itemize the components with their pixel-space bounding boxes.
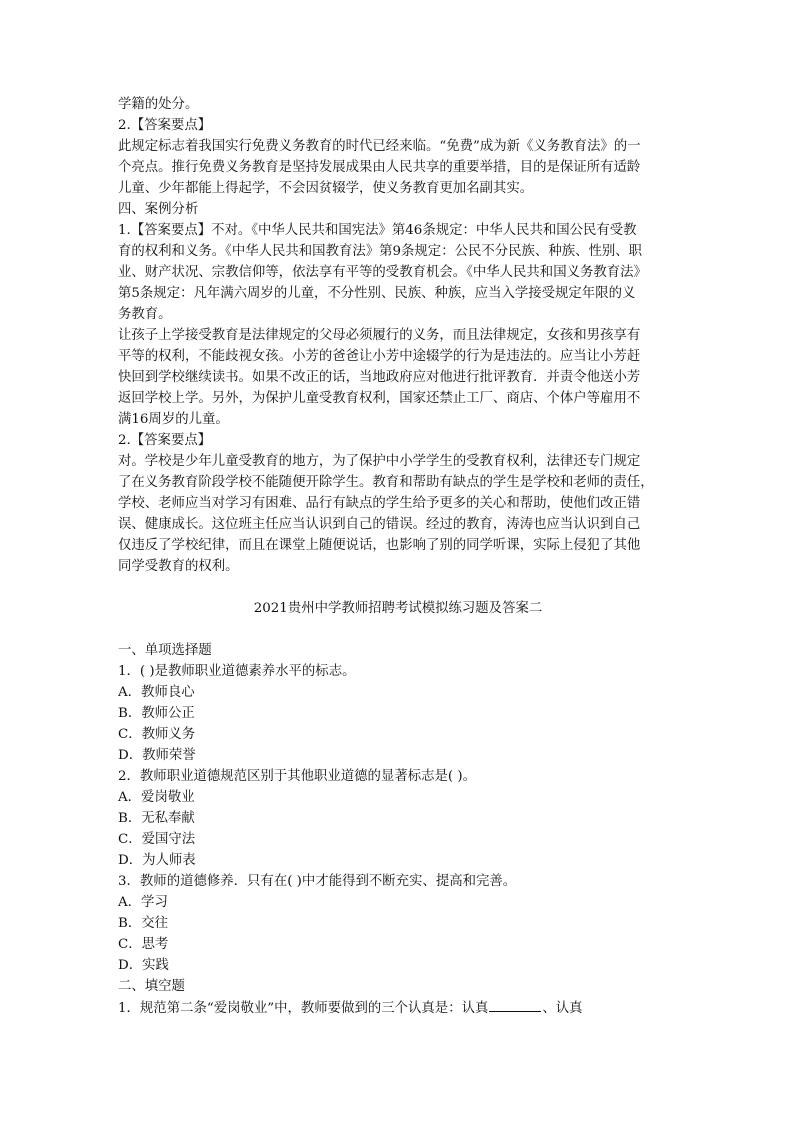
text-line: 误、健康成长。这位班主任应当认识到自己的错误。经过的教育，涛涛也应当认识到自己 (118, 517, 641, 532)
text-line: 此规定标志着我国实行免费义务教育的时代已经来临。“免费”成为新《义务教育法》的一 (118, 139, 641, 154)
question-option: D．实践 (118, 958, 169, 973)
fill-blank-question (118, 997, 678, 1018)
text-line: 四、案例分析 (118, 202, 199, 217)
text-line: 学校、老师应当对学习有困难、品行有缺点的学生给予更多的关心和帮助，使他们改正错 (118, 496, 641, 511)
question-option: A．爱岗敬业 (118, 790, 195, 805)
question-option: A．教师良心 (118, 685, 195, 700)
text-line: 儿童、少年都能上得起学，不会因贫辍学，使义务教育更加名副其实。 (118, 181, 534, 196)
text-line: 仅违反了学校纪律，而且在课堂上随便说话，也影响了别的同学听课，实际上侵犯了其他 (118, 538, 641, 553)
document-body (118, 94, 678, 1018)
text-line: 返回学校上学。另外，为保护儿童受教育权利，国家还禁止工厂、商店、个体户等雇用不 (118, 391, 641, 406)
text-line: 快回到学校继续读书。如果不改正的话，当地政府应对他进行批评教育．并责令他送小芳 (118, 370, 641, 385)
question-stem: 1．( )是教师职业道德素养水平的标志。 (118, 664, 356, 679)
text-line: 第5条规定：凡年满六周岁的儿童，不分性别、民族、种族，应当入学接受规定年限的义 (118, 286, 636, 301)
part-heading-single-choice: 一、单项选择题 (118, 643, 212, 658)
question-option: C．教师义务 (118, 727, 196, 742)
question-option: B．交往 (118, 916, 169, 931)
question-option: C．爱国守法 (118, 832, 196, 847)
text-line: 对。学校是少年儿童受教育的地方，为了保护中小学学生的受教育权利，法律还专门规定 (118, 454, 641, 469)
text-line: 2.【答案要点】 (118, 118, 212, 133)
text-line: 同学受教育的权利。 (118, 559, 239, 574)
answer-section (118, 94, 678, 577)
text-line: 业、财产状况、宗教信仰等，依法享有平等的受教育机会。《中华人民共和国义务教育法》 (118, 265, 647, 280)
question-stem: 3．教师的道德修养．只有在( )中才能得到不断充实、提高和完善。 (118, 874, 517, 889)
text-line: 个亮点。推行免费义务教育是坚持发展成果由人民共享的重要举措，目的是保证所有适龄 (118, 160, 641, 175)
text-line: 了在义务教育阶段学校不能随便开除学生。教育和帮助有缺点的学生是学校和老师的责任， (118, 475, 654, 490)
question-option: C．思考 (118, 937, 169, 952)
fill-blank-middle: 、认真 (542, 1001, 583, 1016)
fill-blank-prefix: 1．规范第二条“爱岗敬业”中，教师要做到的三个认真是：认真 (118, 1001, 489, 1016)
text-line: 学籍的处分。 (118, 97, 199, 112)
spacer (118, 577, 678, 598)
text-line: 让孩子上学接受教育是法律规定的父母必须履行的义务，而且法律规定，女孩和男孩享有 (118, 328, 641, 343)
question-option: B．无私奉献 (118, 811, 195, 826)
text-line: 务教育。 (118, 307, 172, 322)
blank-line (489, 997, 541, 1012)
question-option: B．教师公正 (118, 706, 195, 721)
question-list (118, 661, 678, 976)
spacer (118, 619, 678, 640)
question-stem: 2．教师职业道德规范区别于其他职业道德的显著标志是( )。 (118, 769, 476, 784)
text-line: 满16周岁的儿童。 (118, 412, 229, 427)
question-option: A．学习 (118, 895, 168, 910)
text-line: 平等的权利，不能歧视女孩。小芳的爸爸让小芳中途辍学的行为是违法的。应当让小芳赶 (118, 349, 641, 364)
text-line: 育的权利和义务。《中华人民共和国教育法》第9条规定：公民不分民族、种族、性别、职 (118, 244, 643, 259)
text-line: 1.【答案要点】不对。《中华人民共和国宪法》第46条规定：中华人民共和国公民有受教 (118, 223, 637, 238)
part-heading-fill-blank: 二、填空题 (118, 979, 185, 994)
question-option: D．教师荣誉 (118, 748, 196, 763)
question-option: D．为人师表 (118, 853, 196, 868)
section-title: 2021贵州中学教师招聘考试模拟练习题及答案二 (253, 601, 543, 616)
text-line: 2.【答案要点】 (118, 433, 212, 448)
